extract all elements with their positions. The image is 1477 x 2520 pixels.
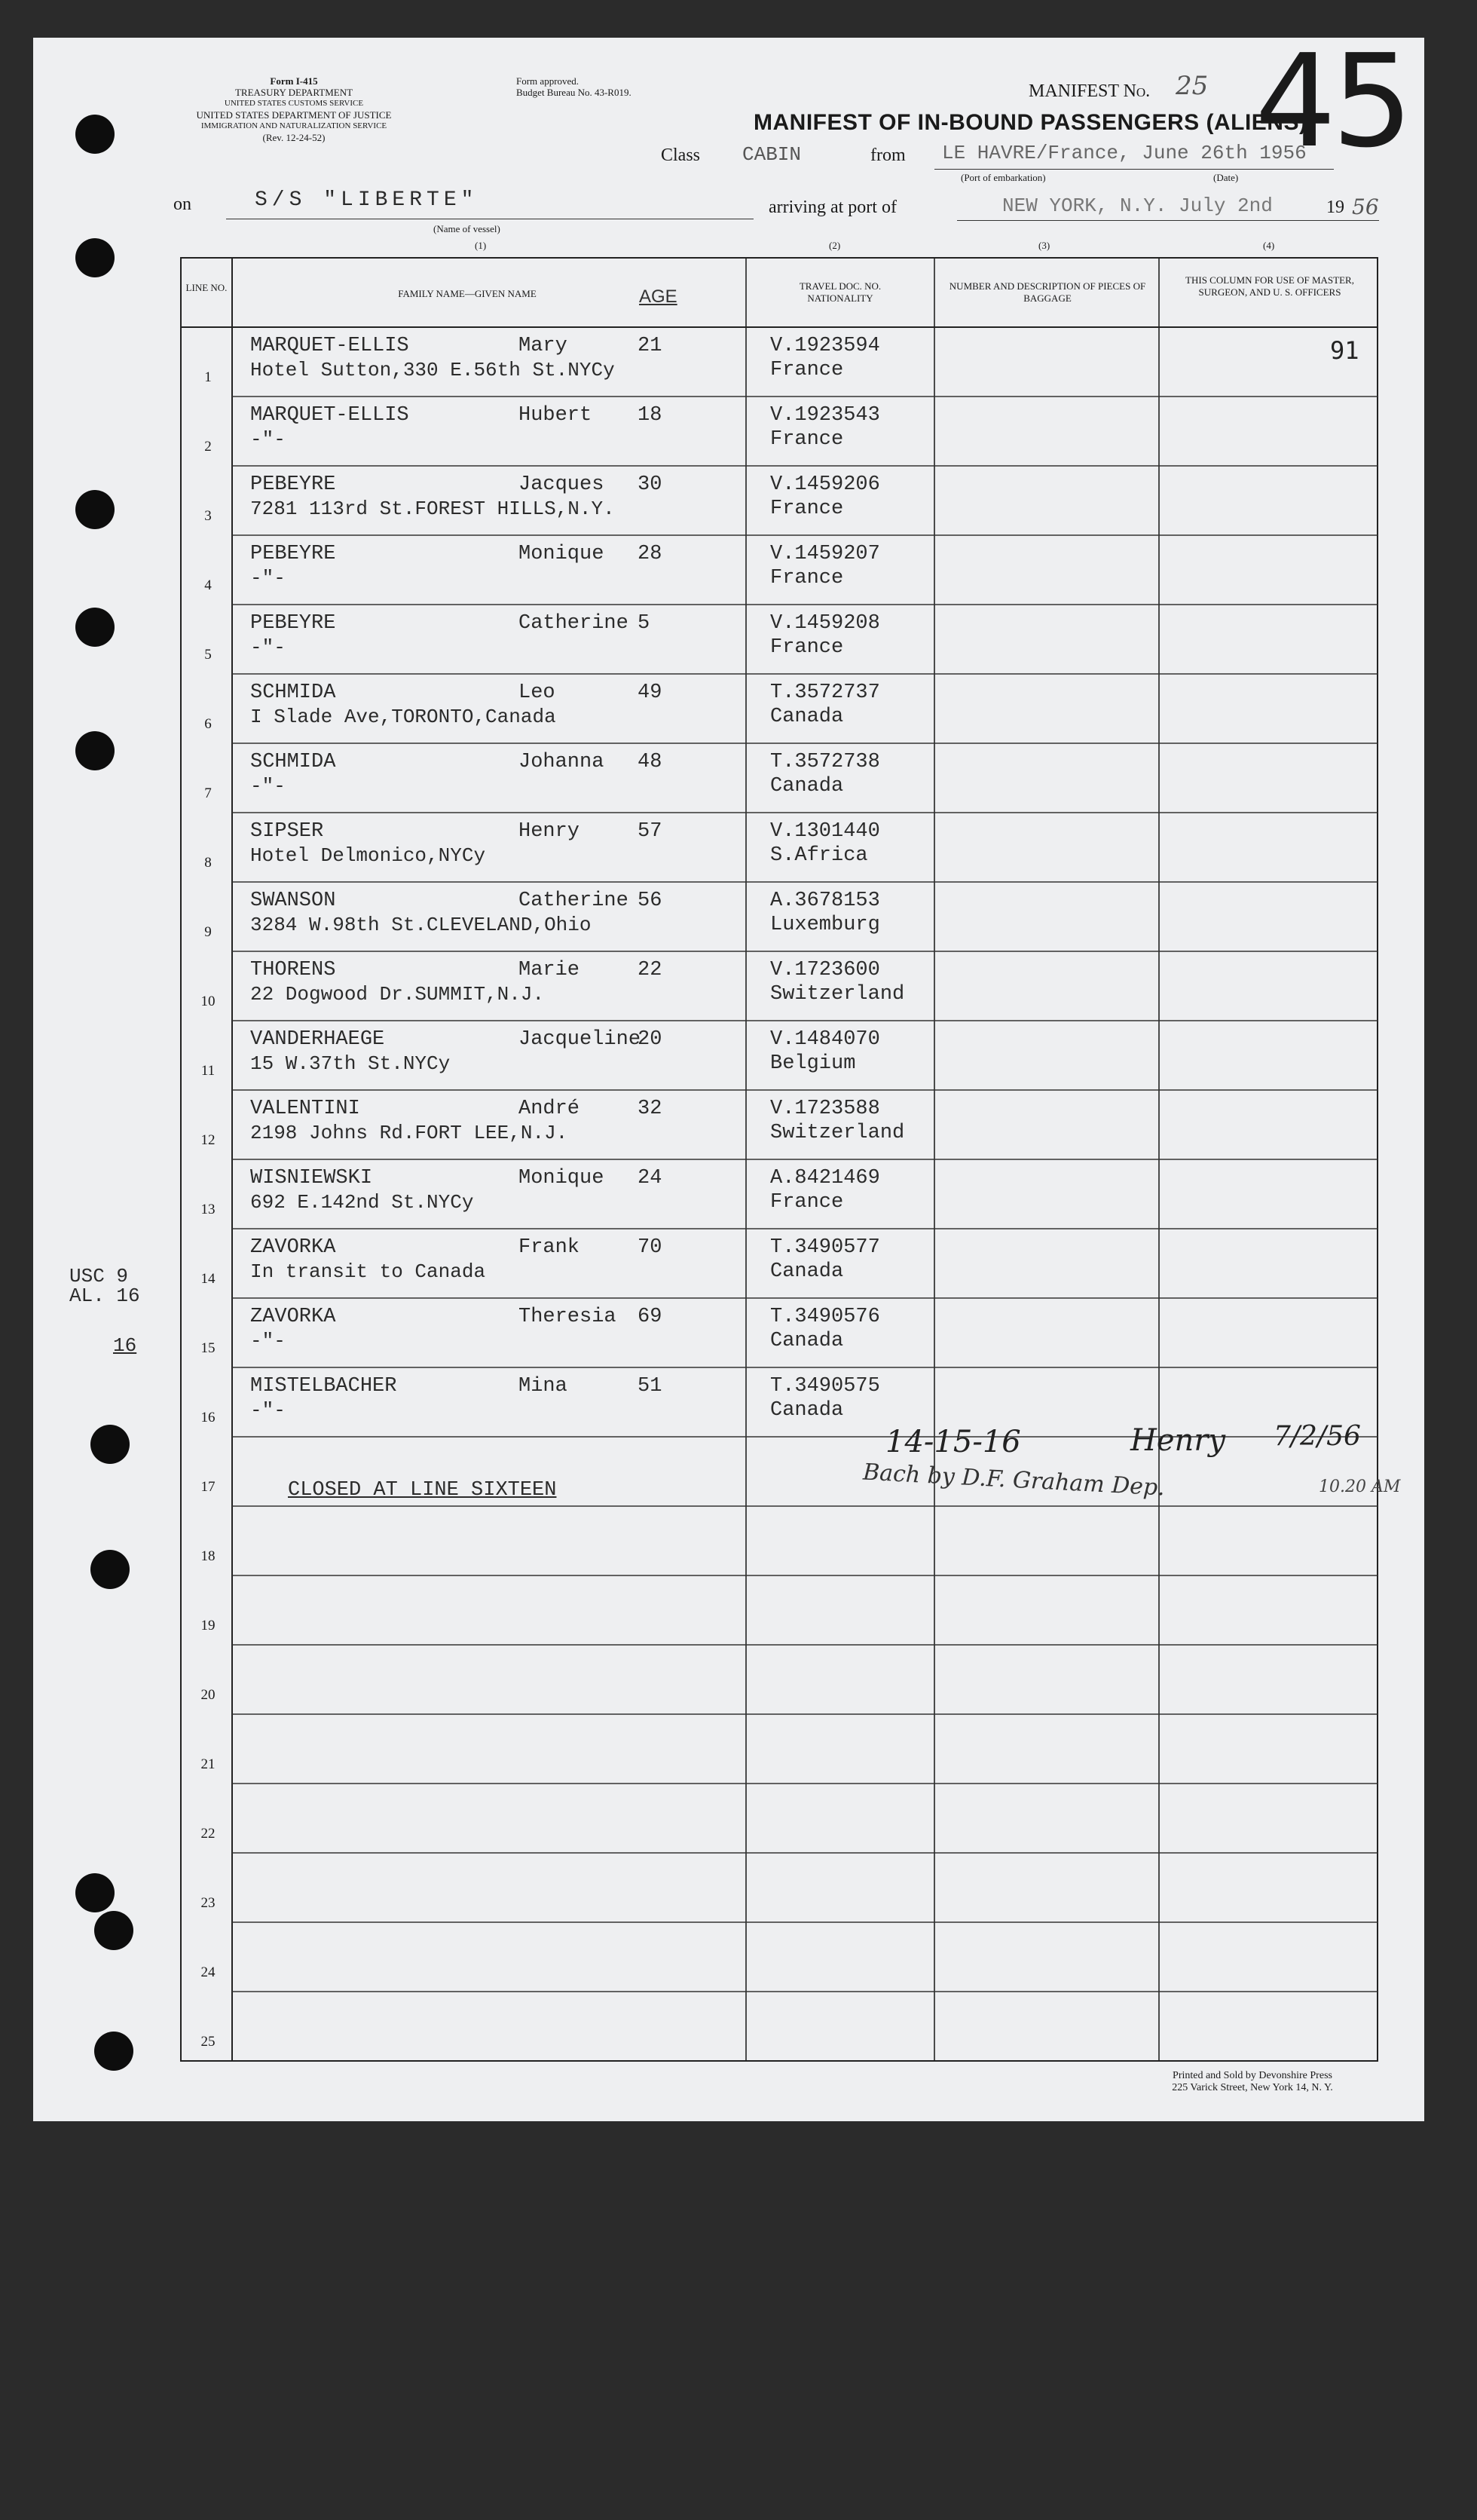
col-header-name: FAMILY NAME—GIVEN NAME: [398, 288, 537, 299]
from-value: LE HAVRE/France, June 26th 1956: [942, 142, 1307, 164]
age: 51: [638, 1375, 662, 1398]
col-ref-1: (1): [475, 240, 487, 251]
address: 22 Dogwood Dr.SUMMIT,N.J.: [250, 983, 545, 1006]
nationality: France: [770, 498, 844, 520]
line-number: 21: [200, 1756, 216, 1772]
age: 57: [638, 820, 662, 843]
travel-doc-no: A.3678153: [770, 890, 880, 912]
margin-total: 16: [113, 1334, 137, 1357]
age: 18: [638, 404, 662, 427]
year-prefix: 19: [1326, 197, 1344, 217]
age: 24: [638, 1167, 662, 1190]
given-name: Catherine: [518, 890, 628, 912]
travel-doc-no: V.1923594: [770, 335, 880, 357]
given-name: Marie: [518, 959, 580, 981]
handwritten-lines: 14-15-16: [885, 1425, 1021, 1459]
col-ref-2: (2): [829, 240, 841, 251]
line-number: 25: [200, 2034, 216, 2050]
family-name: MISTELBACHER: [250, 1375, 397, 1398]
travel-doc-no: T.3490575: [770, 1375, 880, 1398]
age: 56: [638, 890, 662, 912]
closed-at-line: CLOSED AT LINE SIXTEEN: [288, 1479, 557, 1502]
line-number: 1: [204, 369, 212, 385]
address: 3284 W.98th St.CLEVELAND,Ohio: [250, 914, 592, 936]
line-number: 5: [204, 647, 212, 663]
address: -"-: [250, 428, 286, 451]
family-name: MARQUET-ELLIS: [250, 335, 409, 357]
address: 2198 Johns Rd.FORT LEE,N.J.: [250, 1122, 568, 1144]
address: I Slade Ave,TORONTO,Canada: [250, 706, 556, 728]
given-name: André: [518, 1098, 580, 1120]
given-name: Theresia: [518, 1306, 616, 1328]
address: 692 E.142nd St.NYCy: [250, 1191, 474, 1214]
col-ref-3: (3): [1038, 240, 1050, 251]
col-header-officers: THIS COLUMN FOR USE OF MASTER, SURGEON, AND U. S. OFFICERS: [1185, 274, 1354, 298]
margin-al: AL. 16: [69, 1284, 140, 1307]
vessel-name: S/S "LIBERTE": [255, 188, 479, 212]
address: In transit to Canada: [250, 1260, 486, 1283]
nationality: France: [770, 359, 844, 381]
age: 21: [638, 335, 662, 357]
vessel-caption: (Name of vessel): [433, 223, 500, 234]
nationality: Canada: [770, 1260, 844, 1283]
nationality: Canada: [770, 1330, 844, 1352]
address: -"-: [250, 1399, 286, 1422]
given-name: Johanna: [518, 751, 604, 773]
line-number: 9: [204, 924, 212, 940]
travel-doc-no: V.1301440: [770, 820, 880, 843]
given-name: Leo: [518, 681, 555, 704]
from-label: from: [870, 145, 906, 165]
given-name: Monique: [518, 1167, 604, 1190]
nationality: France: [770, 567, 844, 589]
line-number: 4: [204, 577, 212, 593]
agency-ins: IMMIGRATION AND NATURALIZATION SERVICE: [200, 121, 387, 130]
family-name: PEBEYRE: [250, 612, 336, 635]
printer-imprint: Printed and Sold by Devonshire Press 225 Varick Street, New York 14, N. Y.: [1172, 2070, 1333, 2093]
address: Hotel Sutton,330 E.56th St.NYCy: [250, 359, 615, 381]
agency-customs: UNITED STATES CUSTOMS SERVICE: [224, 99, 364, 108]
travel-doc-no: T.3572738: [770, 751, 880, 773]
given-name: Henry: [518, 820, 580, 843]
travel-doc-no: V.1484070: [770, 1028, 880, 1051]
col-header-line: LINE NO.: [185, 282, 228, 293]
family-name: SWANSON: [250, 890, 336, 912]
on-label: on: [173, 194, 191, 214]
col-header-travel: TRAVEL DOC. NO. NATIONALITY: [799, 280, 882, 304]
handwritten-note: Bach by D.F. Graham Dep.: [862, 1459, 1166, 1502]
nationality: Canada: [770, 775, 844, 798]
address: 7281 113rd St.FOREST HILLS,N.Y.: [250, 498, 615, 520]
address: Hotel Delmonico,NYCy: [250, 844, 486, 867]
travel-doc-no: T.3490577: [770, 1236, 880, 1259]
line-number: 15: [200, 1340, 216, 1356]
line-number: 22: [200, 1826, 216, 1842]
given-name: Jacqueline: [518, 1028, 641, 1051]
given-name: Catherine: [518, 612, 628, 635]
age: 30: [638, 473, 662, 496]
class-value: CABIN: [742, 143, 802, 166]
line-number: 14: [200, 1271, 216, 1287]
nationality: France: [770, 428, 844, 451]
form-revision: (Rev. 12-24-52): [262, 132, 326, 143]
given-name: Jacques: [518, 473, 604, 496]
travel-doc-no: V.1459206: [770, 473, 880, 496]
line-number: 7: [204, 785, 212, 801]
port-caption: (Port of embarkation): [961, 172, 1046, 183]
age: 69: [638, 1306, 662, 1328]
nationality: Switzerland: [770, 983, 905, 1006]
family-name: PEBEYRE: [250, 473, 336, 496]
family-name: ZAVORKA: [250, 1306, 336, 1328]
age: 28: [638, 543, 662, 565]
age: 32: [638, 1098, 662, 1120]
age: 48: [638, 751, 662, 773]
col-ref-4: (4): [1263, 240, 1275, 251]
family-name: WISNIEWSKI: [250, 1167, 373, 1190]
family-name: VALENTINI: [250, 1098, 360, 1120]
nationality: S.Africa: [770, 844, 868, 867]
given-name: Hubert: [518, 404, 592, 427]
line-number: 20: [200, 1687, 216, 1703]
line-number: 6: [204, 716, 212, 732]
age: 20: [638, 1028, 662, 1051]
agency-treasury: TREASURY DEPARTMENT: [234, 87, 353, 98]
nationality: Canada: [770, 1399, 844, 1422]
line-number: 12: [200, 1132, 216, 1148]
age: 22: [638, 959, 662, 981]
address: -"-: [250, 567, 286, 589]
year-suffix: 56: [1352, 194, 1379, 219]
handwritten-date: 7/2/56: [1274, 1421, 1361, 1452]
handwritten-time: 10.20 AM: [1319, 1477, 1401, 1496]
class-label: Class: [661, 145, 701, 165]
age-stamp: AGE: [639, 286, 677, 307]
sheet-number: 45: [1255, 27, 1409, 176]
line-number: 23: [200, 1895, 216, 1911]
arriving-label: arriving at port of: [769, 197, 897, 217]
agency-justice: UNITED STATES DEPARTMENT OF JUSTICE: [196, 109, 392, 121]
line-number: 3: [204, 508, 212, 524]
travel-doc-no: A.8421469: [770, 1167, 880, 1190]
line-number: 11: [200, 1063, 216, 1079]
family-name: SIPSER: [250, 820, 324, 843]
travel-doc-no: T.3572737: [770, 681, 880, 704]
form-number: Form I-415: [270, 75, 318, 87]
line-number: 10: [200, 994, 216, 1009]
nationality: Luxemburg: [770, 914, 880, 936]
given-name: Mary: [518, 335, 567, 357]
line-number: 16: [200, 1410, 216, 1425]
family-name: THORENS: [250, 959, 336, 981]
travel-doc-no: V.1723600: [770, 959, 880, 981]
approval-note: Form approved. Budget Bureau No. 43-R019.: [516, 75, 631, 98]
family-name: MARQUET-ELLIS: [250, 404, 409, 427]
address: 15 W.37th St.NYCy: [250, 1052, 451, 1075]
line-number: 2: [204, 439, 212, 455]
margin-usc: USC 9: [69, 1265, 129, 1288]
arrival-value: NEW YORK, N.Y. July 2nd: [1002, 194, 1273, 217]
family-name: VANDERHAEGE: [250, 1028, 385, 1051]
line-number: 18: [200, 1548, 216, 1564]
nationality: Belgium: [770, 1052, 856, 1075]
handwritten-signature: Henry: [1130, 1423, 1226, 1458]
line-number: 19: [200, 1618, 216, 1634]
manifest-title: MANIFEST OF IN-BOUND PASSENGERS (ALIENS): [754, 110, 1307, 135]
family-name: PEBEYRE: [250, 543, 336, 565]
line-number: 24: [200, 1964, 216, 1980]
travel-doc-no: T.3490576: [770, 1306, 880, 1328]
date-caption: (Date): [1213, 172, 1239, 183]
manifest-number: 25: [1176, 71, 1209, 101]
manifest-number-label: MANIFEST No.: [1029, 81, 1151, 101]
line-number: 17: [200, 1479, 216, 1495]
travel-doc-no: V.1923543: [770, 404, 880, 427]
address: -"-: [250, 775, 286, 798]
address: -"-: [250, 1330, 286, 1352]
address: -"-: [250, 636, 286, 659]
family-name: SCHMIDA: [250, 681, 336, 704]
given-name: Monique: [518, 543, 604, 565]
line-number: 13: [200, 1202, 216, 1217]
age: 5: [638, 612, 650, 635]
age: 49: [638, 681, 662, 704]
travel-doc-no: V.1459208: [770, 612, 880, 635]
nationality: France: [770, 1191, 844, 1214]
nationality: Switzerland: [770, 1122, 905, 1144]
family-name: SCHMIDA: [250, 751, 336, 773]
given-name: Mina: [518, 1375, 567, 1398]
family-name: ZAVORKA: [250, 1236, 336, 1259]
age: 70: [638, 1236, 662, 1259]
officer-note: 91: [1330, 336, 1359, 365]
col-header-baggage: NUMBER AND DESCRIPTION OF PIECES OF BAGGAGE: [949, 280, 1146, 304]
given-name: Frank: [518, 1236, 580, 1259]
line-number: 8: [204, 855, 212, 871]
travel-doc-no: V.1459207: [770, 543, 880, 565]
nationality: Canada: [770, 706, 844, 728]
nationality: France: [770, 636, 844, 659]
travel-doc-no: V.1723588: [770, 1098, 880, 1120]
